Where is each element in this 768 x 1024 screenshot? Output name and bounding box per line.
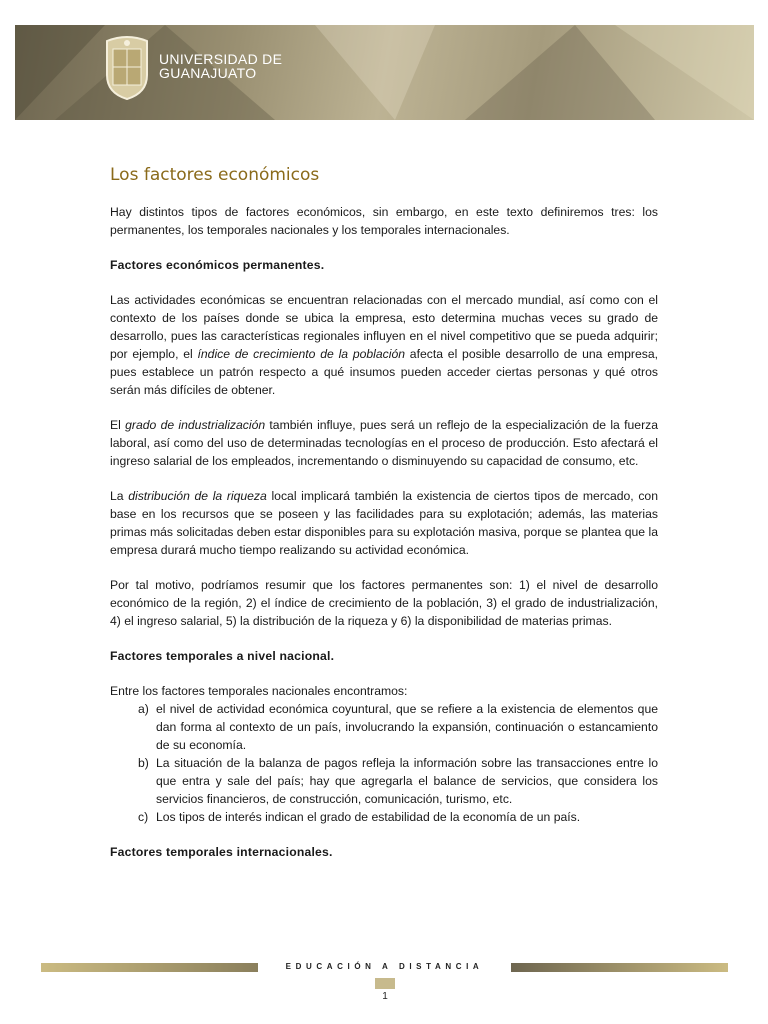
list-item: a) el nivel de actividad económica coyuntural, que se refiere a la existencia de elementos que dan forma al contexto de un país, involucrando la expansión, continuación o estancamiento de su economía. <box>138 702 658 752</box>
term-population-growth: índice de crecimiento de la población <box>197 347 406 361</box>
national-intro: Entre los factores temporales nacionales encontramos: <box>110 684 408 698</box>
footer-bar-left <box>41 963 258 972</box>
intro-paragraph: Hay distintos tipos de factores económicos, sin embargo, en este texto definiremos tres: los permanentes, los temporales nacionales y los temporales internacionales. <box>110 205 658 237</box>
term-industrialization: grado de industrialización <box>125 418 266 432</box>
page-title: Los factores económicos <box>110 165 320 185</box>
page-number: 1 <box>382 991 388 1002</box>
section-heading-international: Factores temporales internacionales. <box>110 845 333 859</box>
paragraph-wealth: La distribución de la riqueza local implicará también la existencia de ciertos tipos de mercado, con base en los recursos que se poseen y las facilidades para su explotación; además, las materias primas más solicitadas deben estar disponibles para su explotación masiva, porque se plantea que la empresa durará mucho tiempo realizando su actividad económica. <box>110 489 658 557</box>
university-name-line1: UNIVERSIDAD DE <box>159 51 283 67</box>
paragraph-industrialization: El grado de industrialización también influye, pues será un reflejo de la especialización de la fuerza laboral, así como del uso de determinadas tecnologías en el proceso de producción. Esto afectará el ingreso salarial de los empleados, incrementando o disminuyendo su capacidad de consumo, etc. <box>110 418 658 468</box>
university-name <box>159 52 282 80</box>
paragraph-markets: Las actividades económicas se encuentran relacionadas con el mercado mundial, así como con el contexto de los países donde se ubica la empresa, esto determina muchas veces su grado de desarrollo, pues las características regionales influyen en el nivel competitivo que se pueda adquirir; por ejemplo, el índice de crecimiento de la población afecta el posible desarrollo de una empresa, pues establece un patrón respecto a qué insumos pueden acceder ciertas personas y qué otros serán más difíciles de obtener. <box>110 293 659 397</box>
national-factors-list <box>110 700 658 826</box>
footer-bar-right <box>511 963 728 972</box>
section-heading-national: Factores temporales a nivel nacional. <box>110 649 335 663</box>
paragraph-summary: Por tal motivo, podríamos resumir que los factores permanentes son: 1) el nivel de desarrollo económico de la región, 2) el índice de crecimiento de la población, 3) el grado de industrialización, 4) el ingreso salarial, 5) la distribución de la riqueza y 6) la disponibilidad de materias primas. <box>110 578 658 628</box>
list-item: b) La situación de la balanza de pagos refleja la información sobre las transacciones entre lo que entra y sale del país; hay que agregarla el balance de servicios, que considera los servicios financieros, de construcción, comunicación, turismo, etc. <box>138 756 658 806</box>
university-seal-icon <box>103 35 151 101</box>
list-item: c) Los tipos de interés indican el grado de estabilidad de la economía de un país. <box>138 810 581 824</box>
page-header <box>15 25 754 120</box>
university-name-line2: GUANAJUATO <box>159 65 257 81</box>
page-number-tab <box>375 978 395 989</box>
footer-tagline: EDUCACIÓN A DISTANCIA <box>285 962 484 971</box>
term-wealth-distribution: distribución de la riqueza <box>128 489 267 503</box>
section-heading-permanent: Factores económicos permanentes. <box>110 258 325 272</box>
document-body <box>110 165 658 878</box>
